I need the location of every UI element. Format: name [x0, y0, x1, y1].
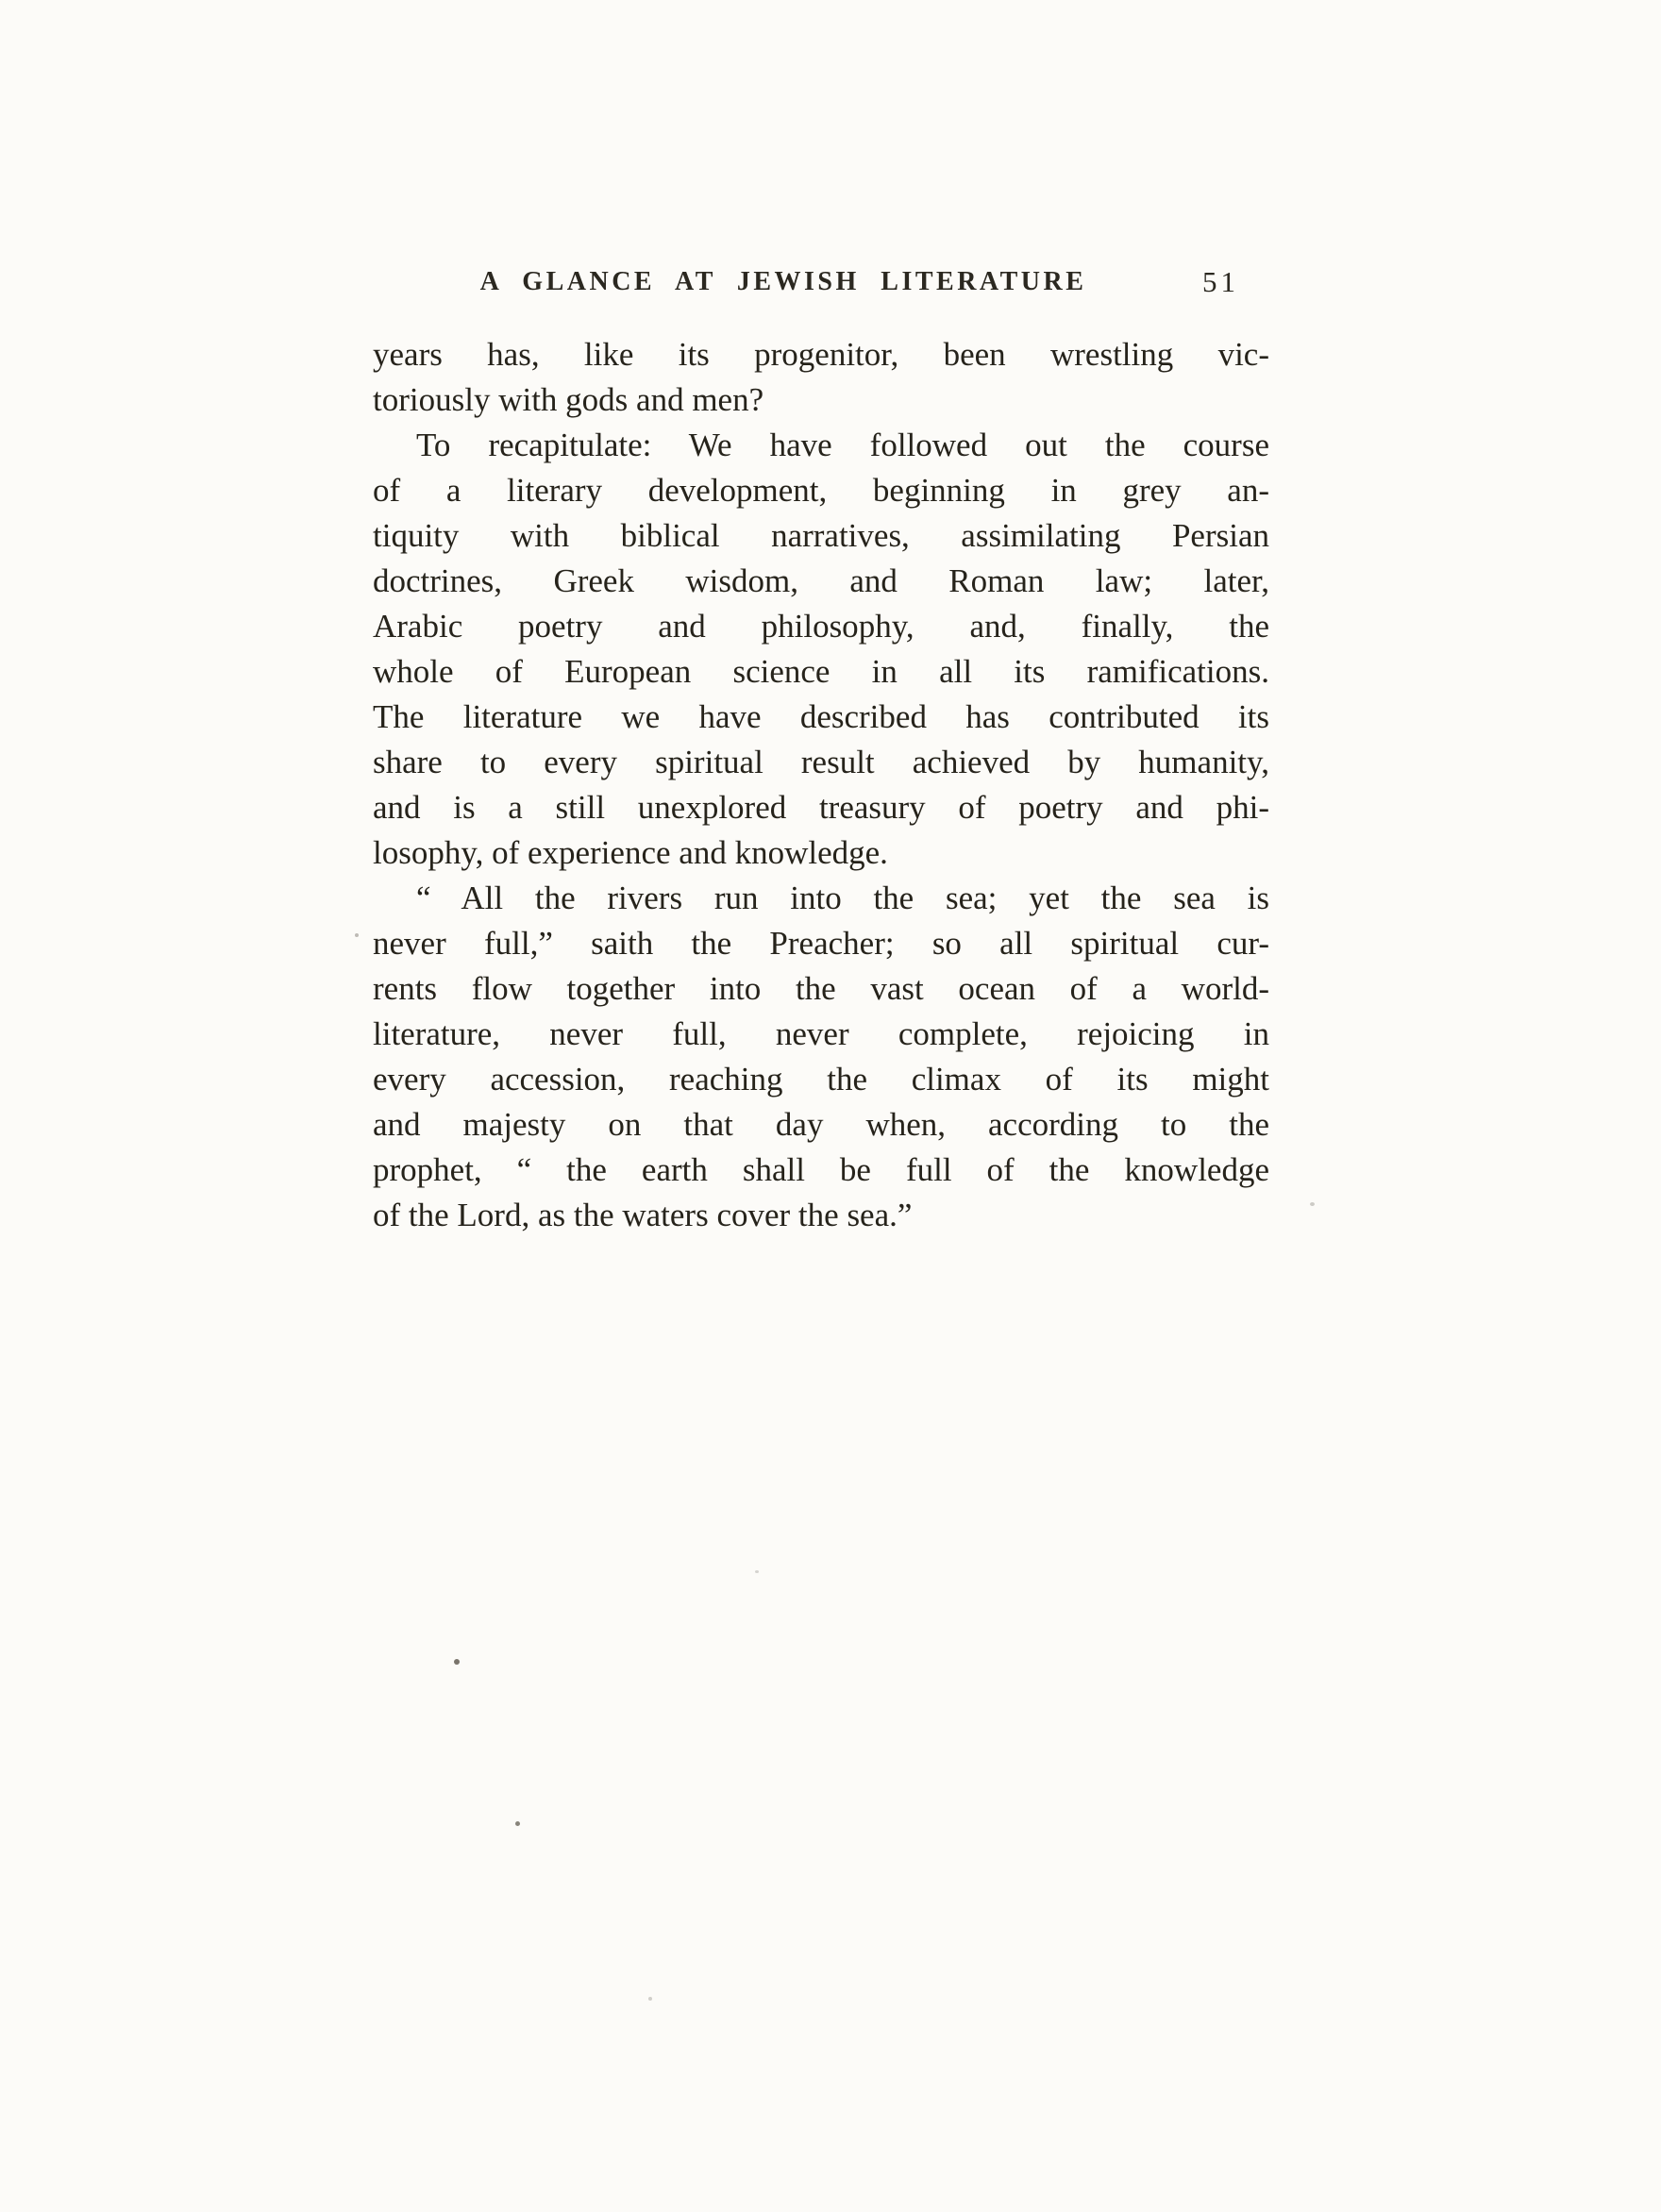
text-line: toriously with gods and men? [373, 381, 764, 418]
text-line: “ All the rivers run into the sea; yet the sea is [416, 880, 1269, 916]
text-line: literature, never full, never complete, rejoicing in [373, 1015, 1269, 1052]
text-line: years has, like its progenitor, been wrestling vic- [373, 336, 1269, 373]
page-number: 51 [1202, 265, 1239, 298]
text-line: tiquity with biblical narratives, assimilating Persian [373, 517, 1269, 554]
running-title: A GLANCE AT JEWISH LITERATURE [479, 267, 1087, 296]
scan-artifact-dot [515, 1821, 520, 1826]
text-line: of the Lord, as the waters cover the sea.” [373, 1197, 913, 1233]
paragraph-recapitulate [373, 423, 1269, 876]
body-text [373, 332, 1269, 1238]
text-line: Arabic poetry and philosophy, and, finally, the [373, 608, 1269, 645]
text-line: doctrines, Greek wisdom, and Roman law; later, [373, 562, 1269, 599]
scan-artifact-dot [755, 1570, 759, 1573]
text-line: and is a still unexplored treasury of poetry and phi- [373, 789, 1269, 826]
text-line: rents flow together into the vast ocean of a world- [373, 970, 1269, 1007]
text-line: never full,” saith the Preacher; so all spiritual cur- [373, 925, 1269, 962]
text-line: every accession, reaching the climax of its might [373, 1061, 1269, 1098]
text-line: prophet, “ the earth shall be full of the knowledge [373, 1151, 1269, 1188]
text-line: whole of European science in all its ramifications. [373, 653, 1269, 690]
paragraph-quotation [373, 876, 1269, 1238]
paragraph-continuation [373, 332, 1269, 423]
scan-artifact-dot [1310, 1202, 1315, 1206]
text-line: share to every spiritual result achieved by humanity, [373, 744, 1269, 780]
text-line: To recapitulate: We have followed out the course [416, 427, 1269, 463]
scan-artifact-dot [648, 1997, 652, 2001]
text-line: and majesty on that day when, according to the [373, 1106, 1269, 1143]
text-line: of a literary development, beginning in grey an- [373, 472, 1269, 509]
text-line: The literature we have described has contributed its [373, 698, 1269, 735]
text-line: losophy, of experience and knowledge. [373, 834, 888, 871]
scan-artifact-dot [355, 933, 359, 937]
scan-artifact-dot [454, 1659, 460, 1665]
page-header [373, 267, 1269, 309]
